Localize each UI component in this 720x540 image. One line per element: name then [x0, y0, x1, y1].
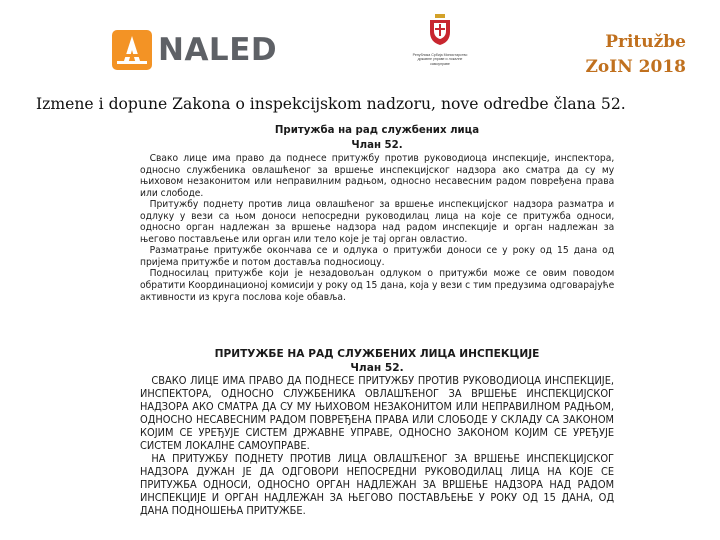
naled-logo [112, 30, 277, 70]
page-subtitle: Izmene i dopune Zakona o inspekcijskom nadzoru, nove odredbe člana 52. [36, 95, 626, 113]
ministry-logo [412, 12, 468, 66]
doc2-heading: ПРИТУЖБЕ НА РАД СЛУЖБЕНИХ ЛИЦА ИНСПЕКЦИЈЕ [214, 348, 540, 360]
doc2-paragraph: НА ПРИТУЖБУ ПОДНЕТУ ПРОТИВ ЛИЦА ОВЛАШЋЕНОГ ЗА ВРШЕЊЕ ИНСПЕКЦИЈСКОГ НАДЗОРА ДУЖАН ЈЕ ДА ОДГОВОРИ НЕПОСРЕДНИ РУКОВОДИЛАЦ ЛИЦА НА КОЈЕ СЕ ПРИТУЖБА ОДНОСИ, ОДНОСНО ОРГАН НАДЛЕЖАН ЗА ВРШЕЊЕ НАДЗОРА НАД РАДОМ ИНСПЕКЦИЈЕ И ОРГАН НАДЛЕЖАН ЗА ЊЕГОВО ПОСТАВЉЕЊЕ У РОКУ ОД 15 ДАНА, ОД ДАНА ПОДНОШЕЊА ПРИТУЖБЕ. [140, 453, 615, 518]
coat-of-arms-icon [427, 12, 453, 46]
doc1-article: Члан 52. [351, 140, 403, 151]
document-new-text [140, 348, 614, 519]
document-old-text [140, 123, 614, 303]
doc1-paragraph: Притужбу поднету против лица овлашћеног за вршење инспекцијског надзора разматра и одлуку у вези са њом доноси непосредни руководилац лица на које се притужба односи, односно орган надлежан за вршење надзора над радом инспекције и орган надлежан за његово постављење или орган или тело које је тај орган овластио. [140, 199, 615, 245]
title-line-1: Pritužbe [605, 32, 686, 52]
doc2-paragraph: СВАКО ЛИЦЕ ИМА ПРАВО ДА ПОДНЕСЕ ПРИТУЖБУ ПРОТИВ РУКОВОДИОЦА ИНСПЕКЦИЈЕ, ИНСПЕКТОРА, ОДНОСНО СЛУЖБЕНИКА ОВЛАШЋЕНОГ ЗА ВРШЕЊЕ ИНСПЕКЦИЈСКОГ НАДЗОРА АКО СМАТРА ДА СУ МУ ЊИХОВОМ НЕЗАКОНИТОМ ИЛИ НЕПРАВИЛНОМ РАДЊОМ, ОДНОСНО НЕСАВЕСНИМ РАДОМ ПОВРЕЂЕНА ПРАВА ИЛИ СЛОБОДЕ У СКЛАДУ СА ЗАКОНОМ КОЈИМ СЕ УРЕЂУЈЕ СИСТЕМ ДРЖАВНЕ УПРАВЕ, ОДНОСНО ЗАКОНОМ КОЈИМ СЕ УРЕЂУЈЕ СИСТЕМ ЛОКАЛНЕ САМОУПРАВЕ. [140, 375, 615, 453]
naled-logo-icon [112, 30, 152, 70]
page-title [586, 30, 686, 80]
doc1-heading: Притужба на рад службених лица [274, 125, 480, 136]
doc2-article: Члан 52. [350, 361, 404, 374]
title-line-2: ZoIN 2018 [585, 57, 686, 77]
ministry-text: Републикa Србија Министарство државне управе и локалне самоуправе [412, 53, 468, 66]
logo-text: NALED [158, 32, 278, 68]
doc1-paragraph: Свако лице има право да поднесе притужбу против руководиоца инспекције, инспектора, односно службеника овлашћеног за вршење инспекцијског надзора ако сматра да су му њиховом незаконитом или неправилним радњом, односно несавесним радом повређена права или слободе. [140, 153, 615, 199]
doc1-paragraph: Подносилац притужбе који је незадовољан одлуком о притужби може се овим поводом обратити Координационој комисији у року од 15 дана, која у вези с тим предузима одговарајуће активности из круга послова које обавља. [140, 268, 615, 303]
doc1-paragraph: Разматрање притужбе окончава се и одлука о притужби доноси се у року од 15 дана од пријема притужбе и потом доставља подносиоцу. [140, 245, 615, 268]
